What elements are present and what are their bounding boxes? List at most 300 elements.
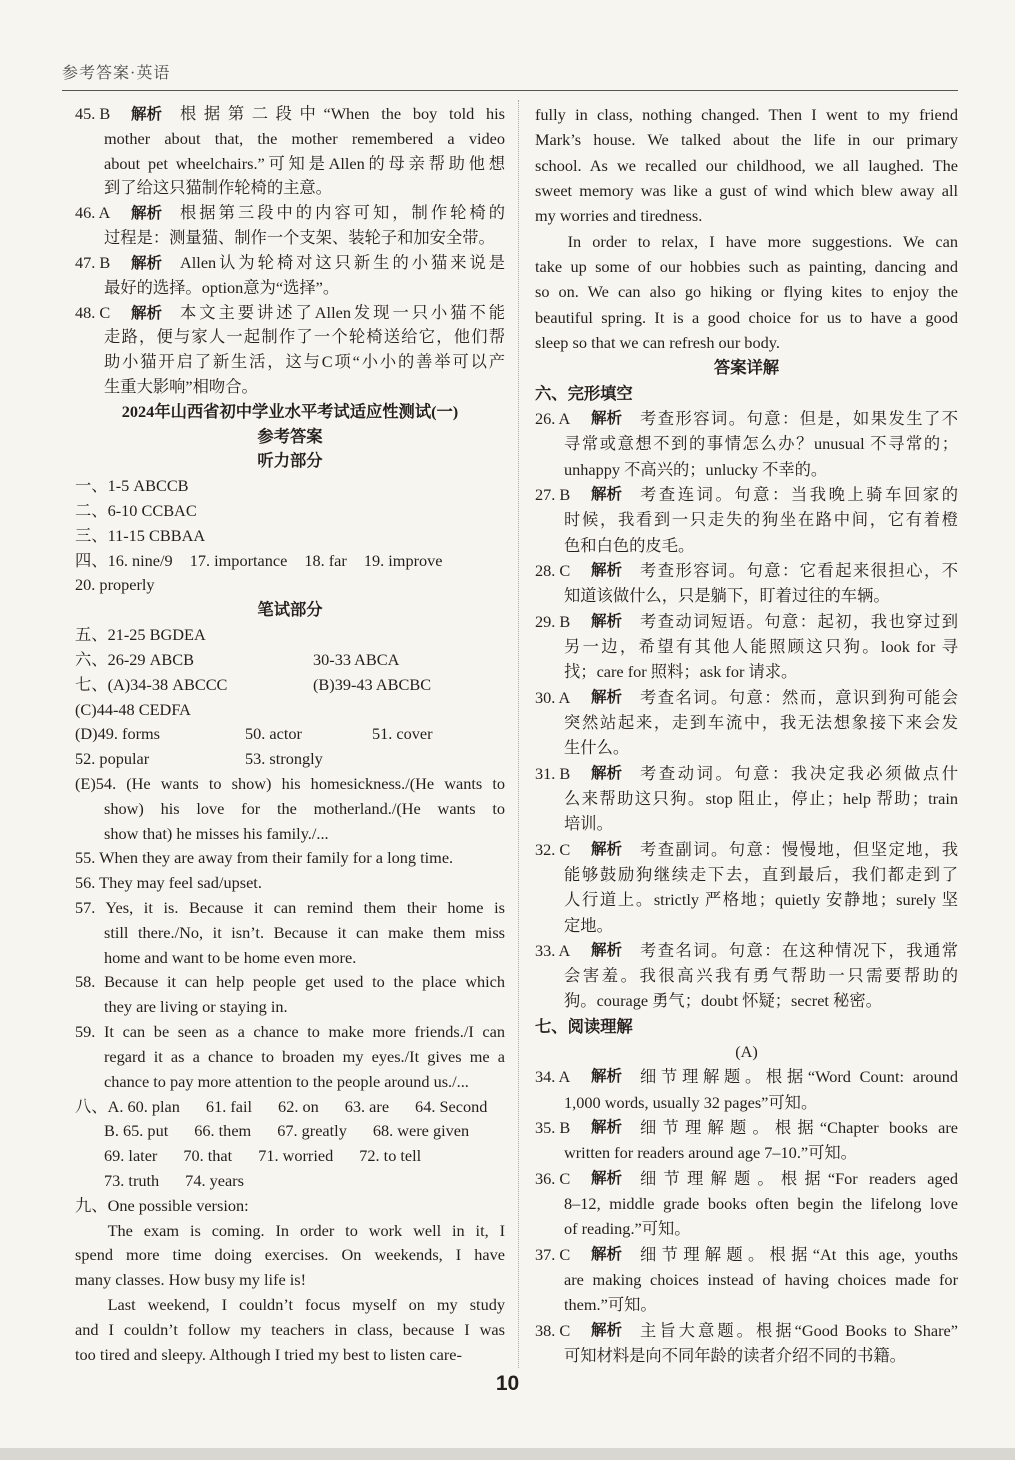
text-line <box>535 710 958 735</box>
text-line <box>535 735 958 760</box>
answer-entry: 70. that <box>183 1146 233 1166</box>
line-text: 能够鼓励狗继续走下去，直到最后，我们都走到了 <box>564 864 958 884</box>
line-text: 56. They may feel sad/upset. <box>75 873 262 893</box>
line-text: too tired and sleepy. Although I tried my best to listen care- <box>75 1344 462 1364</box>
para-block <box>75 1219 505 1293</box>
parts-block <box>75 1169 505 1194</box>
section-heading <box>75 400 505 425</box>
text-line <box>75 623 505 648</box>
analysis-tag: 解析 <box>131 303 163 322</box>
answer-item <box>535 761 958 837</box>
answer-entry: 19. improve <box>363 550 443 570</box>
text-line <box>75 325 505 350</box>
answer-row <box>75 747 505 772</box>
text-line <box>535 913 958 938</box>
text-line <box>535 963 958 988</box>
line-text: 答案详解 <box>713 358 780 378</box>
text-line <box>75 201 505 226</box>
text-line <box>75 772 505 797</box>
text-line <box>75 301 505 326</box>
answer-item <box>535 558 958 609</box>
answer-entry: 62. on <box>278 1096 319 1116</box>
analysis-tag: 解析 <box>591 687 623 706</box>
line-text: unhappy 不高兴的；unlucky 不幸的。 <box>564 459 828 479</box>
analysis-tag: 解析 <box>591 484 623 503</box>
text-line <box>75 921 505 946</box>
line-text: school. As we recalled our childhood, we all laughed. The <box>535 155 958 175</box>
line-text: 考查名词。句意：在这种情况下，我通常 <box>640 940 958 960</box>
answer-item <box>535 1115 958 1166</box>
answer-entry: 52. popular <box>75 749 150 769</box>
text-line <box>535 1166 958 1191</box>
line-text: 细节理解题。根据“For readers aged <box>640 1168 958 1188</box>
answer-row <box>75 722 505 747</box>
answer-entry: 50. actor <box>245 724 302 744</box>
line-block <box>75 623 505 648</box>
heading-block <box>75 449 505 474</box>
line-text: my worries and tiredness. <box>535 206 703 226</box>
text-line <box>75 474 505 499</box>
analysis-tag: 解析 <box>591 940 623 959</box>
parts-block <box>75 673 505 698</box>
line-block <box>75 524 505 549</box>
line-text: 考查连词。句意：当我晚上骑车回家的 <box>640 484 958 504</box>
text-line <box>535 1039 958 1064</box>
answer-number: 32. C <box>535 839 571 859</box>
text-line <box>535 811 958 836</box>
analysis-tag: 解析 <box>591 611 623 630</box>
text-line <box>75 1020 505 1045</box>
line-text: show that) he misses his family./... <box>104 823 329 843</box>
answer-entry: 八、A. 60. plan <box>75 1096 180 1116</box>
text-line <box>75 152 505 177</box>
line-text: 57. Yes, it is. Because it can remind them their home is <box>75 898 505 917</box>
text-line <box>75 1194 505 1219</box>
line-block <box>75 573 505 598</box>
running-header: 参考答案·英语 <box>62 65 171 82</box>
answer-entry: 61. fail <box>205 1096 253 1116</box>
parts-block <box>75 1095 505 1120</box>
text-line <box>75 871 505 896</box>
text-line <box>75 127 505 152</box>
text-line <box>535 786 958 811</box>
text-line <box>535 533 958 558</box>
text-line <box>535 1014 958 1039</box>
answer-number: 28. C <box>535 560 571 580</box>
line-text: show) his love for the motherland./(He wants to <box>104 798 505 818</box>
line-text: 2024年山西省初中学业水平考试适应性测试(一) <box>121 401 459 421</box>
text-line <box>75 226 505 251</box>
line-text: 么来帮助这只狗。stop 阻止，停止；help 帮助；train <box>564 788 958 808</box>
text-line <box>535 203 958 228</box>
line-text: 一、1-5 ABCCB <box>75 476 189 496</box>
text-line <box>535 862 958 887</box>
answer-number: 47. B <box>75 252 111 272</box>
line-text: 培训。 <box>564 814 613 834</box>
line-text: so on. We can also go hiking or flying kites to enjoy the <box>535 282 958 302</box>
text-line <box>535 1267 958 1292</box>
line-text: and I couldn’t follow my teachers in class, because I was <box>75 1319 505 1339</box>
line-block <box>75 474 505 499</box>
answer-row <box>75 1144 505 1169</box>
analysis-tag: 解析 <box>591 560 623 579</box>
line-text: The exam is coming. In order to work well in it, I <box>107 1220 505 1240</box>
line-block <box>75 1020 505 1094</box>
text-line <box>75 176 505 201</box>
text-line <box>75 1243 505 1268</box>
text-line <box>75 1318 505 1343</box>
subheading-block <box>535 1039 958 1064</box>
text-line <box>535 1191 958 1216</box>
line-text: (A) <box>735 1042 758 1062</box>
answer-item <box>535 837 958 938</box>
line-text: of reading.”可知。 <box>564 1219 691 1239</box>
line-text: beautiful spring. It is a good choice for us to have a good <box>535 307 958 327</box>
text-line <box>535 482 958 507</box>
text-line <box>75 896 505 921</box>
line-text: 知道该做什么，只是躺下，盯着过往的车辆。 <box>564 586 890 606</box>
answer-entry: 六、26-29 ABCB <box>75 649 194 669</box>
answer-number: 31. B <box>535 763 571 783</box>
answer-entry: 68. were given <box>372 1121 470 1141</box>
answer-number: 27. B <box>535 484 571 504</box>
text-line <box>535 102 958 127</box>
answer-entry: 69. later <box>104 1146 158 1166</box>
answer-entry: B. 65. put <box>104 1121 169 1141</box>
line-text: 根据第三段中的内容可知，制作轮椅的 <box>180 203 505 223</box>
answer-item <box>535 1318 958 1369</box>
answer-entry: 七、(A)34-38 ABCCC <box>75 674 228 694</box>
line-text: 参考答案 <box>257 426 323 446</box>
text-line <box>535 837 958 862</box>
line-text: home and want to be home even more. <box>104 947 357 967</box>
parts-block <box>75 747 505 772</box>
line-text: 考查形容词。句意：它看起来很担心，不 <box>640 560 958 580</box>
line-text: 狗。courage 勇气；doubt 怀疑；secret 秘密。 <box>564 991 882 1011</box>
answer-number: 26. A <box>535 408 571 428</box>
line-text: 考查名词。句意：然而，意识到狗可能会 <box>640 687 958 707</box>
text-line <box>535 558 958 583</box>
text-line <box>535 1216 958 1241</box>
line-text: 考查形容词。句意：但是，如果发生了不 <box>640 408 958 428</box>
answer-item <box>535 685 958 761</box>
line-text: 会害羞。我很高兴我有勇气帮助一只需要帮助的 <box>564 966 958 986</box>
column-divider <box>518 100 519 1368</box>
answer-row <box>75 1169 505 1194</box>
section-block <box>535 1014 958 1039</box>
answer-entry: 67. greatly <box>277 1121 347 1141</box>
text-line <box>535 1292 958 1317</box>
line-text: spend more time doing exercises. On weekends, I have <box>75 1245 505 1265</box>
text-line <box>535 178 958 203</box>
text-line <box>75 822 505 847</box>
left-column <box>75 102 505 1367</box>
header-rule <box>62 90 958 91</box>
text-line <box>535 229 958 254</box>
answer-number: 46. A <box>75 203 111 223</box>
answer-entry: (D)49. forms <box>75 724 161 744</box>
line-text: (C)44-48 CEDFA <box>75 699 191 719</box>
analysis-tag: 解析 <box>131 204 163 223</box>
page-number: 10 <box>495 1372 520 1395</box>
line-text: 二、6-10 CCBAC <box>75 501 197 520</box>
answer-entry: 74. years <box>185 1170 244 1190</box>
answer-number: 48. C <box>75 302 111 322</box>
analysis-tag: 解析 <box>591 763 623 782</box>
text-line <box>535 381 958 406</box>
answer-number: 33. A <box>535 940 571 960</box>
text-line <box>75 1343 505 1368</box>
line-text: written for readers around age 7–10.”可知。 <box>564 1143 857 1163</box>
text-line <box>75 276 505 301</box>
answer-number: 34. A <box>535 1067 571 1087</box>
line-text: 六、完形填空 <box>535 383 633 403</box>
text-line <box>75 995 505 1020</box>
line-text: fully in class, nothing changed. Then I went to my friend <box>535 105 958 124</box>
answer-entry: 64. Second <box>415 1096 488 1116</box>
text-line <box>535 279 958 304</box>
analysis-tag: 解析 <box>591 1067 623 1086</box>
text-line <box>535 406 958 431</box>
answer-entry: 73. truth <box>104 1170 160 1190</box>
line-text: 本文主要讲述了Allen发现一只小猫不能 <box>180 302 505 322</box>
line-text: 考查动词。句意：我决定我必须做点什 <box>640 763 958 783</box>
line-text: 笔试部分 <box>257 600 323 620</box>
right-column <box>535 102 958 1368</box>
text-line <box>535 1140 958 1165</box>
section-block <box>535 381 958 406</box>
line-text: 8–12, middle grade books often begin the lifelong love <box>564 1194 958 1214</box>
answer-item <box>535 609 958 685</box>
answer-item <box>535 482 958 558</box>
text-line <box>535 305 958 330</box>
parts-block <box>75 549 505 574</box>
text-line <box>535 1318 958 1343</box>
line-text: 58. Because it can help people get used to the place which <box>75 972 505 992</box>
line-block <box>75 846 505 871</box>
text-line <box>535 1343 958 1368</box>
line-text: are making choices instead of having choices made for <box>564 1270 958 1290</box>
text-line <box>535 887 958 912</box>
text-line <box>75 1045 505 1070</box>
text-line <box>75 375 505 400</box>
text-line <box>535 761 958 786</box>
answer-item <box>535 938 958 1014</box>
text-line <box>535 938 958 963</box>
text-line <box>75 1070 505 1095</box>
answer-number: 37. C <box>535 1244 571 1264</box>
text-line <box>535 457 958 482</box>
line-block <box>75 871 505 896</box>
answer-entry: 53. strongly <box>245 749 323 769</box>
answer-row <box>75 648 505 673</box>
heading-block <box>75 598 505 623</box>
answer-entry: 63. are <box>344 1096 390 1116</box>
text-line <box>75 102 505 127</box>
line-text: 55. When they are away from their family for a long time. <box>75 848 454 868</box>
line-text: 人行道上。strictly 严格地；quietly 安静地；surely 坚 <box>564 890 958 910</box>
line-text: 59. It can be seen as a chance to make more friends./I can <box>75 1022 505 1042</box>
section-heading <box>75 598 505 623</box>
analysis-tag: 解析 <box>591 1168 623 1187</box>
answer-item <box>535 406 958 482</box>
answer-item <box>535 1166 958 1242</box>
line-text: 三、11-15 CBBAA <box>75 525 206 545</box>
text-line <box>535 431 958 456</box>
answer-item <box>535 1064 958 1115</box>
text-line <box>75 797 505 822</box>
line-text: Allen认为轮椅对这只新生的小猫来说是 <box>180 252 505 272</box>
text-line <box>75 846 505 871</box>
line-text: 主旨大意题。根据“Good Books to Share” <box>640 1320 958 1340</box>
section-heading <box>535 355 958 380</box>
para-block <box>535 229 958 356</box>
text-line <box>535 634 958 659</box>
text-line <box>535 1242 958 1267</box>
answer-row <box>75 549 505 574</box>
line-text: 找；care for 照料；ask for 请求。 <box>564 662 798 682</box>
section-heading <box>75 449 505 474</box>
line-block <box>75 499 505 524</box>
line-text: about pet wheelchairs.”可知是Allen的母亲帮助他想 <box>104 153 505 173</box>
line-text: 七、阅读理解 <box>535 1016 633 1036</box>
line-text: they are living or staying in. <box>104 997 288 1017</box>
parts-block <box>75 722 505 747</box>
answer-number: 45. B <box>75 104 111 123</box>
heading-block <box>535 355 958 380</box>
text-line <box>535 659 958 684</box>
line-block <box>75 1194 505 1219</box>
line-text: 根据第二段中“When the boy told his <box>180 104 505 123</box>
text-line <box>75 1268 505 1293</box>
line-text: In order to relax, I have more suggestions. We can <box>567 231 958 251</box>
text-line <box>535 1090 958 1115</box>
line-text: 考查副词。句意：慢慢地，但坚定地，我 <box>640 839 958 859</box>
text-line <box>535 127 958 152</box>
line-text: 20. properly <box>75 575 155 595</box>
analysis-tag: 解析 <box>131 105 163 123</box>
line-text: 最好的选择。option意为“选择”。 <box>104 277 340 297</box>
line-text: 细节理解题。根据“Word Count: around <box>640 1067 958 1087</box>
text-line <box>535 685 958 710</box>
line-text: 助小猫开启了新生活，这与C项“小小的善举可以产 <box>104 352 505 372</box>
line-text: 定地。 <box>564 915 613 935</box>
text-line <box>75 1293 505 1318</box>
answer-item <box>75 201 505 251</box>
line-text: 1,000 words, usually 32 pages”可知。 <box>564 1092 818 1112</box>
line-text: Last weekend, I couldn’t focus myself on my study <box>107 1295 505 1314</box>
line-block <box>75 896 505 970</box>
line-text: 可知材料是向不同年龄的读者介绍不同的书籍。 <box>564 1346 906 1366</box>
line-text: (E)54. (He wants to show) his homesickness./(He wants to <box>75 773 505 793</box>
line-text: 另一边，希望有其他人能照顾这只狗。look for 寻 <box>564 636 958 656</box>
line-text: 走路，便与家人一起制作了一个轮椅送给它，他们帮 <box>104 327 505 347</box>
line-text: 过程是：测量猫、制作一个支架、装轮子和加安全带。 <box>104 228 495 248</box>
section-heading <box>75 425 505 450</box>
line-text: 听力部分 <box>257 451 323 471</box>
analysis-tag: 解析 <box>591 839 623 858</box>
analysis-tag: 解析 <box>131 253 163 272</box>
line-text: 考查动词短语。句意：起初，我也穿过到 <box>640 611 958 631</box>
parts-block <box>75 1119 505 1144</box>
answer-row <box>75 1095 505 1120</box>
text-line <box>75 251 505 276</box>
line-text: still there./No, it isn’t. Because it can make them miss <box>104 922 505 942</box>
text-block <box>535 102 958 229</box>
line-text: chance to pay more attention to the people around us./... <box>104 1071 469 1091</box>
heading-block <box>75 425 505 450</box>
text-line <box>75 350 505 375</box>
text-line <box>75 1219 505 1244</box>
line-text: sweet memory was like a gust of wind which blew away all <box>535 180 958 200</box>
text-line <box>535 507 958 532</box>
line-text: Mark’s house. We talked about the life in our primary <box>535 130 958 150</box>
line-text: many classes. How busy my life is! <box>75 1270 307 1290</box>
analysis-tag: 解析 <box>591 1118 623 1137</box>
analysis-tag: 解析 <box>591 1244 623 1263</box>
answer-entry: 18. far <box>304 550 347 570</box>
answer-number: 38. C <box>535 1320 571 1340</box>
text-line <box>75 946 505 971</box>
line-text: regard it as a chance to broaden my eyes./It gives me a <box>104 1046 505 1066</box>
line-text: mother about that, the mother remembered a video <box>104 128 505 148</box>
text-line <box>75 499 505 524</box>
line-text: 生什么。 <box>564 738 630 758</box>
line-text: 细节理解题。根据“Chapter books are <box>640 1118 958 1138</box>
text-line <box>535 330 958 355</box>
text-line <box>535 153 958 178</box>
answer-number: 36. C <box>535 1168 571 1188</box>
text-line <box>75 524 505 549</box>
answer-entry: 17. importance <box>189 550 288 570</box>
answer-entry: 72. to tell <box>359 1146 422 1166</box>
line-block <box>75 970 505 1020</box>
answer-entry: 四、16. nine/9 <box>75 550 173 570</box>
answer-item <box>535 1242 958 1318</box>
answer-entry: 51. cover <box>372 724 433 744</box>
text-line <box>75 698 505 723</box>
answer-item <box>75 102 505 201</box>
line-text: 色和白色的皮毛。 <box>564 535 695 555</box>
answer-number: 30. A <box>535 687 571 707</box>
answer-entry: 30-33 ABCA <box>313 649 400 669</box>
answer-entry: (B)39-43 ABCBC <box>313 674 432 694</box>
answer-row <box>75 1119 505 1144</box>
parts-block <box>75 648 505 673</box>
text-line <box>535 988 958 1013</box>
text-line <box>535 1115 958 1140</box>
text-line <box>535 1064 958 1089</box>
line-text: 时候，我看到一只走失的狗坐在路中间，它有着橙 <box>564 510 958 530</box>
line-block <box>75 772 505 846</box>
line-text: 生重大影响”相吻合。 <box>104 376 258 396</box>
line-text: take up some of our hobbies such as painting, dancing and <box>535 256 958 276</box>
heading-block <box>75 400 505 425</box>
text-line <box>75 573 505 598</box>
text-line <box>535 254 958 279</box>
analysis-tag: 解析 <box>591 408 623 427</box>
answer-entry: 71. worried <box>258 1146 334 1166</box>
answer-item <box>75 301 505 400</box>
answer-entry: 66. them <box>194 1121 252 1141</box>
parts-block <box>75 1144 505 1169</box>
line-text: 寻常或意想不到的事情怎么办？unusual 不寻常的； <box>564 434 958 454</box>
line-block <box>75 698 505 723</box>
line-text: 九、One possible version: <box>75 1195 249 1215</box>
bottom-edge <box>0 1448 1015 1460</box>
para-block <box>75 1293 505 1367</box>
text-line <box>75 970 505 995</box>
